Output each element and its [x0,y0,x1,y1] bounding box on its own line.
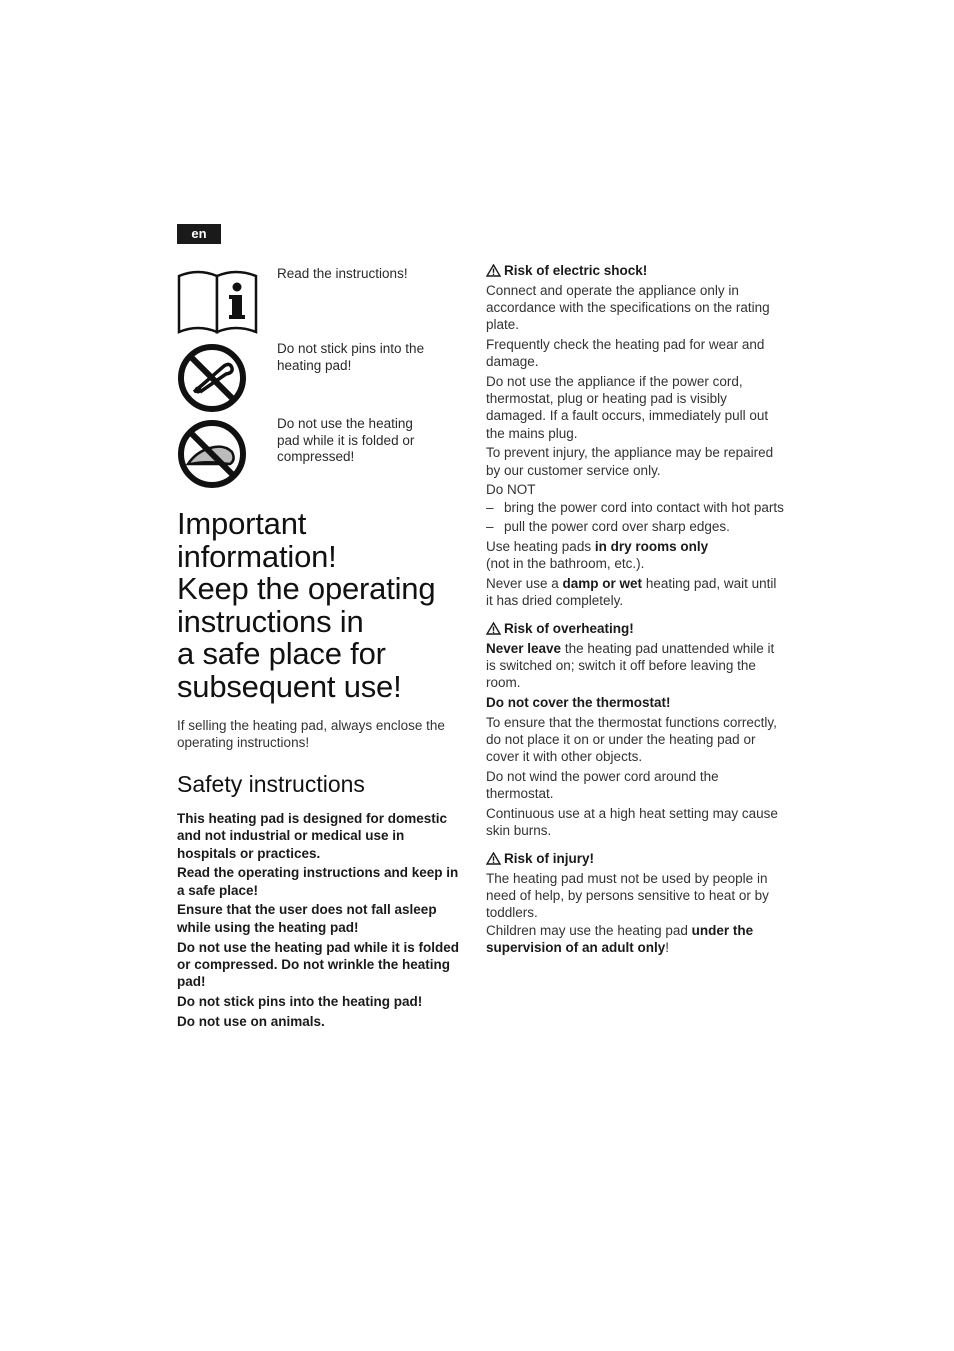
paragraph: Connect and operate the appliance only in accordance with the specifications on the rating plate. [486,282,770,333]
risk-heading [486,850,786,867]
paragraph: Do NOT [486,482,536,498]
paragraph: To ensure that the thermostat functions correctly, do not place it on or under the heating pad or cover it with other objects. [486,715,777,765]
no-folding-icon [176,418,248,495]
language-tab: en [177,224,221,244]
list-item-text: pull the power cord over sharp edges. [504,519,730,535]
paragraph: To prevent injury, the appliance may be repaired by our customer service only. [486,445,774,478]
headline-line: information! [177,538,337,574]
headline-line: subsequent use! [177,668,402,704]
paragraph: Never leave the heating pad unattended while it is switched on; switch it off before leaving the room. [486,641,775,691]
risk-title: Risk of electric shock! [504,263,648,278]
paragraph: Children may use the heating pad under the supervision of an adult only! [486,922,754,955]
list-item-text: bring the power cord into contact with hot parts [504,499,784,515]
section-title: Safety instructions [177,771,365,797]
risk-title: Risk of overheating! [504,621,634,637]
warning-icon [486,852,501,865]
right-column [486,262,786,959]
safety-item: Do not use on animals. [177,1013,325,1029]
safety-item: Ensure that the user does not fall asleep while using the heating pad! [177,902,437,935]
icon-caption: Do not stick pins into the heating pad! [277,341,425,373]
warning-icon [486,264,501,277]
subline: If selling the heating pad, always enclose the operating instructions! [177,718,445,750]
paragraph: Do not cover the thermostat! [486,695,671,711]
dash-marker: – [486,519,494,535]
risk-title: Risk of injury! [504,851,595,867]
paragraph: Frequently check the heating pad for wear and damage. [486,337,765,370]
read-instructions-icon [176,266,260,341]
headline-line: Important [177,506,307,541]
headline-line: a safe place for [177,636,386,671]
risk-heading [486,262,786,279]
safety-item: Read the operating instructions and keep in a safe place! [177,865,459,898]
warning-icon [486,622,501,635]
safety-item: Do not stick pins into the heating pad! [177,993,423,1009]
risk-heading [486,620,786,637]
safety-item: Do not use the heating pad while it is folded or compressed. Do not wrinkle the heating pad! [177,939,460,990]
paragraph: Do not use the appliance if the power cord, thermostat, plug or heating pad is visibly damaged. If a fault occurs, immediately pull out the mains plug. [486,374,769,441]
paragraph: Use heating pads in dry rooms only (not in the bathroom, etc.). [486,539,709,572]
left-column [177,508,467,1033]
paragraph: Never use a damp or wet heating pad, wait until it has dried completely. [486,576,777,609]
paragraph: Do not wind the power cord around the thermostat. [486,769,719,802]
icon-caption: Read the instructions! [277,266,408,281]
paragraph: Continuous use at a high heat setting may cause skin burns. [486,806,778,839]
headline-line: Keep the operating [177,571,436,606]
list-item [486,499,786,516]
paragraph: The heating pad must not be used by people in need of help, by persons sensitive to heat or by toddlers. [486,871,769,921]
list-item [486,518,786,535]
dash-marker: – [486,499,494,515]
no-pins-icon [176,342,248,419]
headline-line: instructions in [177,603,364,639]
page-title [177,508,467,703]
icon-caption: Do not use the heating pad while it is folded or compressed! [277,416,415,464]
safety-item: This heating pad is designed for domestic and not industrial or medical use in hospitals or practices. [177,811,448,861]
